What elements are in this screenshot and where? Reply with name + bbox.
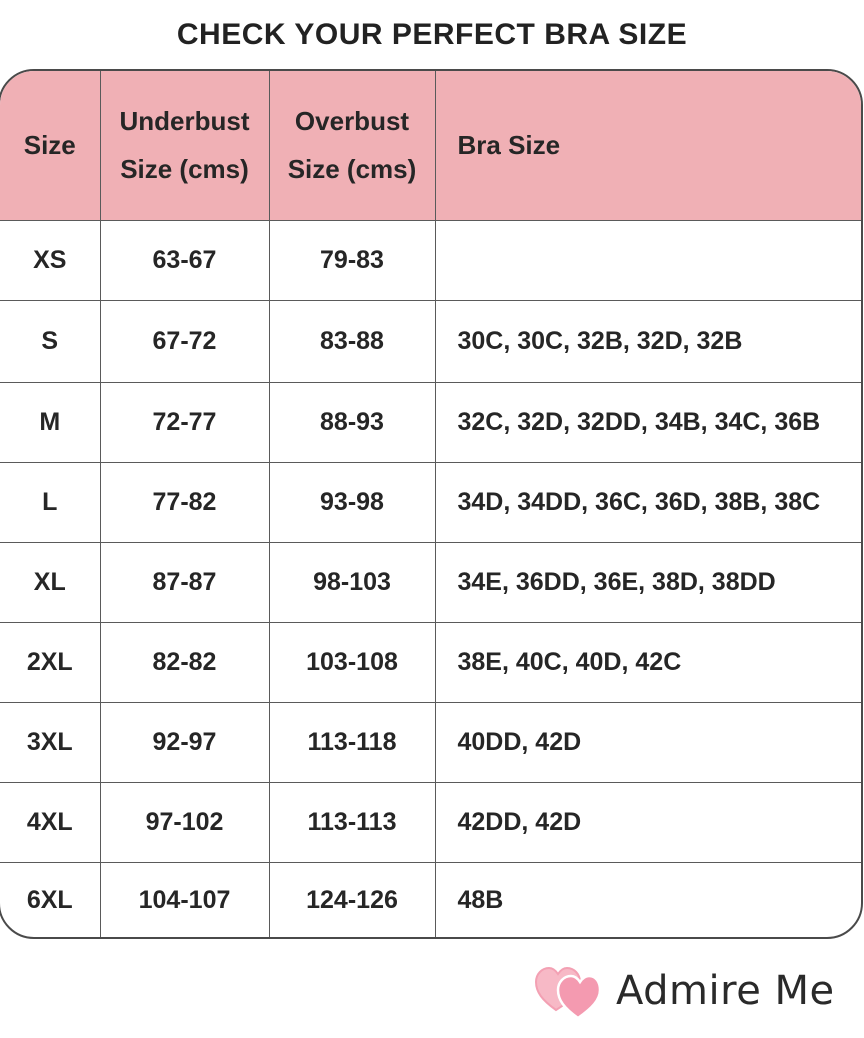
table-row bbox=[0, 382, 861, 462]
table-row bbox=[0, 782, 861, 862]
cell-size: M bbox=[0, 382, 100, 462]
cell-size: 4XL bbox=[0, 782, 100, 862]
cell-bra-size: 34D, 34DD, 36C, 36D, 38B, 38C bbox=[435, 462, 861, 542]
cell-bra-size: 40DD, 42D bbox=[435, 702, 861, 782]
table-row bbox=[0, 862, 861, 938]
cell-underbust: 97-102 bbox=[100, 782, 269, 862]
size-chart-table bbox=[0, 69, 863, 939]
cell-bra-size bbox=[435, 220, 861, 300]
table-row bbox=[0, 702, 861, 782]
cell-size: S bbox=[0, 300, 100, 382]
cell-overbust: 113-113 bbox=[269, 782, 435, 862]
table-header-row bbox=[0, 71, 861, 220]
table-row bbox=[0, 462, 861, 542]
table-row bbox=[0, 542, 861, 622]
brand-name: Admire Me bbox=[616, 968, 835, 1014]
header-bra-size: Bra Size bbox=[435, 71, 861, 220]
cell-overbust: 79-83 bbox=[269, 220, 435, 300]
cell-bra-size: 38E, 40C, 40D, 42C bbox=[435, 622, 861, 702]
cell-underbust: 92-97 bbox=[100, 702, 269, 782]
cell-overbust: 93-98 bbox=[269, 462, 435, 542]
table-row bbox=[0, 622, 861, 702]
page-title: CHECK YOUR PERFECT BRA SIZE bbox=[176, 18, 688, 51]
cell-bra-size: 32C, 32D, 32DD, 34B, 34C, 36B bbox=[435, 382, 861, 462]
cell-bra-size: 34E, 36DD, 36E, 38D, 38DD bbox=[435, 542, 861, 622]
cell-size: 3XL bbox=[0, 702, 100, 782]
cell-overbust: 124-126 bbox=[269, 862, 435, 938]
cell-overbust: 113-118 bbox=[269, 702, 435, 782]
cell-bra-size: 30C, 30C, 32B, 32D, 32B bbox=[435, 300, 861, 382]
cell-bra-size: 48B bbox=[457, 885, 504, 914]
cell-overbust: 88-93 bbox=[269, 382, 435, 462]
cell-size: 6XL bbox=[0, 862, 100, 938]
cell-underbust: 104-107 bbox=[100, 862, 269, 938]
header-size: Size bbox=[0, 71, 100, 220]
cell-size: XL bbox=[0, 542, 100, 622]
cell-overbust: 98-103 bbox=[269, 542, 435, 622]
cell-size: L bbox=[0, 462, 100, 542]
table-row bbox=[0, 300, 861, 382]
hearts-icon bbox=[534, 962, 600, 1020]
cell-size: 2XL bbox=[0, 622, 100, 702]
cell-underbust: 77-82 bbox=[100, 462, 269, 542]
brand-logo bbox=[534, 962, 854, 1022]
cell-underbust: 82-82 bbox=[100, 622, 269, 702]
header-overbust: Overbust Size (cms) bbox=[269, 71, 435, 220]
cell-underbust: 72-77 bbox=[100, 382, 269, 462]
cell-overbust: 103-108 bbox=[269, 622, 435, 702]
cell-underbust: 87-87 bbox=[100, 542, 269, 622]
cell-overbust: 83-88 bbox=[269, 300, 435, 382]
cell-bra-size: 42DD, 42D bbox=[435, 782, 861, 862]
header-underbust: Underbust Size (cms) bbox=[100, 71, 269, 220]
cell-size: XS bbox=[0, 220, 100, 300]
cell-underbust: 67-72 bbox=[100, 300, 269, 382]
cell-underbust: 63-67 bbox=[100, 220, 269, 300]
table-row bbox=[0, 220, 861, 300]
